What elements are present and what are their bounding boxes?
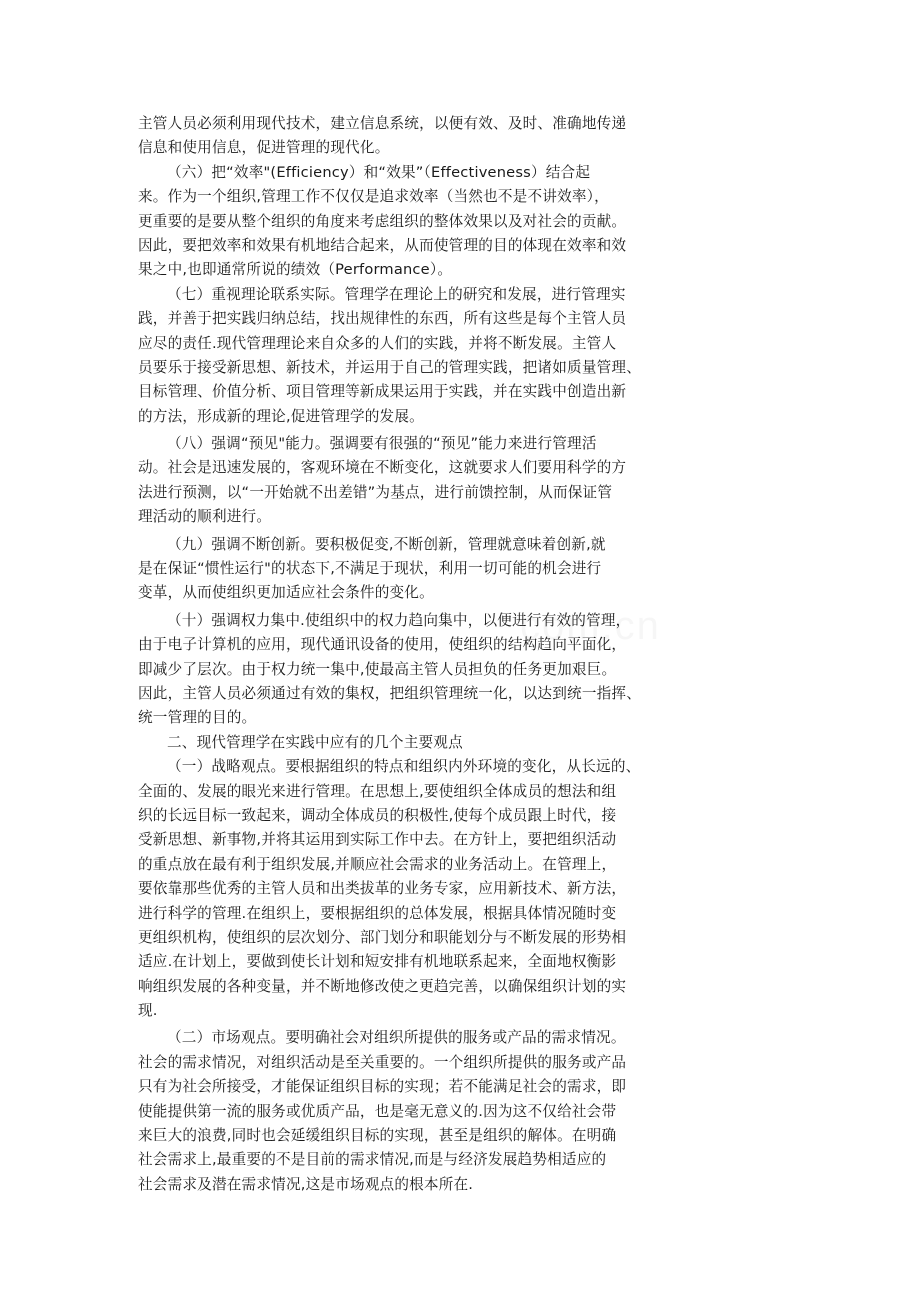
- text-line: 理活动的顺利进行。: [138, 508, 272, 526]
- section-heading: 二、现代管理学在实践中应有的几个主要观点: [167, 733, 463, 751]
- text-line: 即减少了层次。由于权力统一集中,使最高主管人员担负的任务更加艰巨。: [138, 660, 617, 678]
- text-line: 响组织发展的各种变量，并不断地修改使之更趋完善，以确保组织计划的实: [138, 977, 627, 995]
- text-line: 法进行预测，以“一开始就不出差错”为基点，进行前馈控制，从而保证管: [138, 483, 613, 501]
- text-line: 的方法，形成新的理论,促进管理学的发展。: [138, 407, 424, 425]
- text-line: 践，并善于把实践归纳总结，找出规律性的东西，所有这些是每个主管人员: [138, 310, 627, 328]
- text-line: 因此，要把效率和效果有机地结合起来，从而使管理的目的体现在效率和效: [138, 236, 627, 254]
- paragraph-heading-9: （九）强调不断创新。要积极促变,不断创新，管理就意味着创新,就: [167, 535, 606, 553]
- paragraph-heading-8: （八）强调“预见"能力。强调要有很强的“预见”能力来进行管理活: [167, 435, 597, 453]
- text-line: 动。社会是迅速发展的，客观环境在不断变化，这就要求人们要用科学的方: [138, 459, 627, 477]
- text-line: 更组织机构，使组织的层次划分、部门划分和职能划分与不断发展的形势相: [138, 928, 627, 946]
- paragraph-heading-2: （二）市场观点。要明确社会对组织所提供的服务或产品的需求情况。: [167, 1029, 626, 1047]
- text-line: 由于电子计算机的应用，现代通讯设备的使用，使组织的结构趋向平面化，: [138, 636, 627, 654]
- text-line: 社会的需求情况，对组织活动是至关重要的。一个组织所提供的服务或产品: [138, 1053, 627, 1071]
- text-line: 社会需求上,最重要的不是目前的需求情况,而是与经济发展趋势相适应的: [138, 1151, 607, 1169]
- text-line: 进行科学的管理.在组织上，要根据组织的总体发展，根据具体情况随时变: [138, 904, 617, 922]
- text-line: 全面的、发展的眼光来进行管理。在思想上,要使组织全体成员的想法和组: [138, 782, 617, 800]
- paragraph-heading-6: （六）把“效率"(Efficiency）和“效果”（Effectiveness）结合起: [167, 163, 591, 181]
- text-line: 果之中,也即通常所说的绩效（Performance）。: [138, 261, 453, 279]
- text-line: 的重点放在最有利于组织发展,并顺应社会需求的业务活动上。在管理上，: [138, 855, 617, 873]
- paragraph-heading-7: （七）重视理论联系实际。管理学在理论上的研究和发展，进行管理实: [167, 285, 626, 303]
- text-line: 因此，主管人员必须通过有效的集权，把组织管理统一化，以达到统一指挥、: [138, 684, 641, 702]
- text-line: 目标管理、价值分析、项目管理等新成果运用于实践，并在实践中创造出新: [138, 383, 627, 401]
- text-line: 只有为社会所接受，才能保证组织目标的实现；若不能满足社会的需求，即: [138, 1078, 627, 1096]
- text-line: 社会需求及潜在需求情况,这是市场观点的根本所在.: [138, 1175, 474, 1193]
- text-line: 统一管理的目的。: [138, 709, 257, 727]
- text-line: 变革，从而使组织更加适应社会条件的变化。: [138, 584, 434, 602]
- text-line: 更重要的是要从整个组织的角度来考虑组织的整体效果以及对社会的贡献。: [138, 212, 627, 230]
- paragraph-heading-10: （十）强调权力集中.使组织中的权力趋向集中，以便进行有效的管理，: [167, 611, 631, 629]
- text-line: 信息和使用信息，促进管理的现代化。: [138, 139, 390, 157]
- document-body: [138, 112, 798, 1197]
- text-line: 适应.在计划上，要做到使长计划和短安排有机地联系起来，全面地权衡影: [138, 953, 617, 971]
- text-line: 来。作为一个组织,管理工作不仅仅是追求效率（当然也不是不讲效率），: [138, 188, 609, 206]
- text-line: 主管人员必须利用现代技术，建立信息系统，以便有效、及时、准确地传递: [138, 115, 627, 132]
- text-line: 受新思想、新事物,并将其运用到实际工作中去。在方针上，要把组织活动: [138, 831, 617, 849]
- text-line: 织的长远目标一致起来，调动全体成员的积极性,使每个成员跟上时代，接: [138, 806, 617, 824]
- text-line: 使能提供第一流的服务或优质产品，也是毫无意义的.因为这不仅给社会带: [138, 1102, 617, 1120]
- text-line: 应尽的责任.现代管理理论来自众多的人们的实践，并将不断发展。主管人: [138, 334, 617, 352]
- text-line: 现.: [138, 1002, 158, 1020]
- text-line: 要依靠那些优秀的主管人员和出类拔革的业务专家，应用新技术、新方法，: [138, 880, 627, 898]
- paragraph-heading-1: （一）战略观点。要根据组织的特点和组织内外环境的变化，从长远的、: [167, 758, 641, 776]
- text-line: 是在保证“惯性运行"的状态下,不满足于现状，利用一切可能的机会进行: [138, 560, 602, 578]
- text-line: 来巨大的浪费,同时也会延缓组织目标的实现，甚至是组织的解体。在明确: [138, 1127, 617, 1145]
- text-line: 员要乐于接受新思想、新技术，并运用于自己的管理实践，把诸如质量管理、: [138, 358, 641, 376]
